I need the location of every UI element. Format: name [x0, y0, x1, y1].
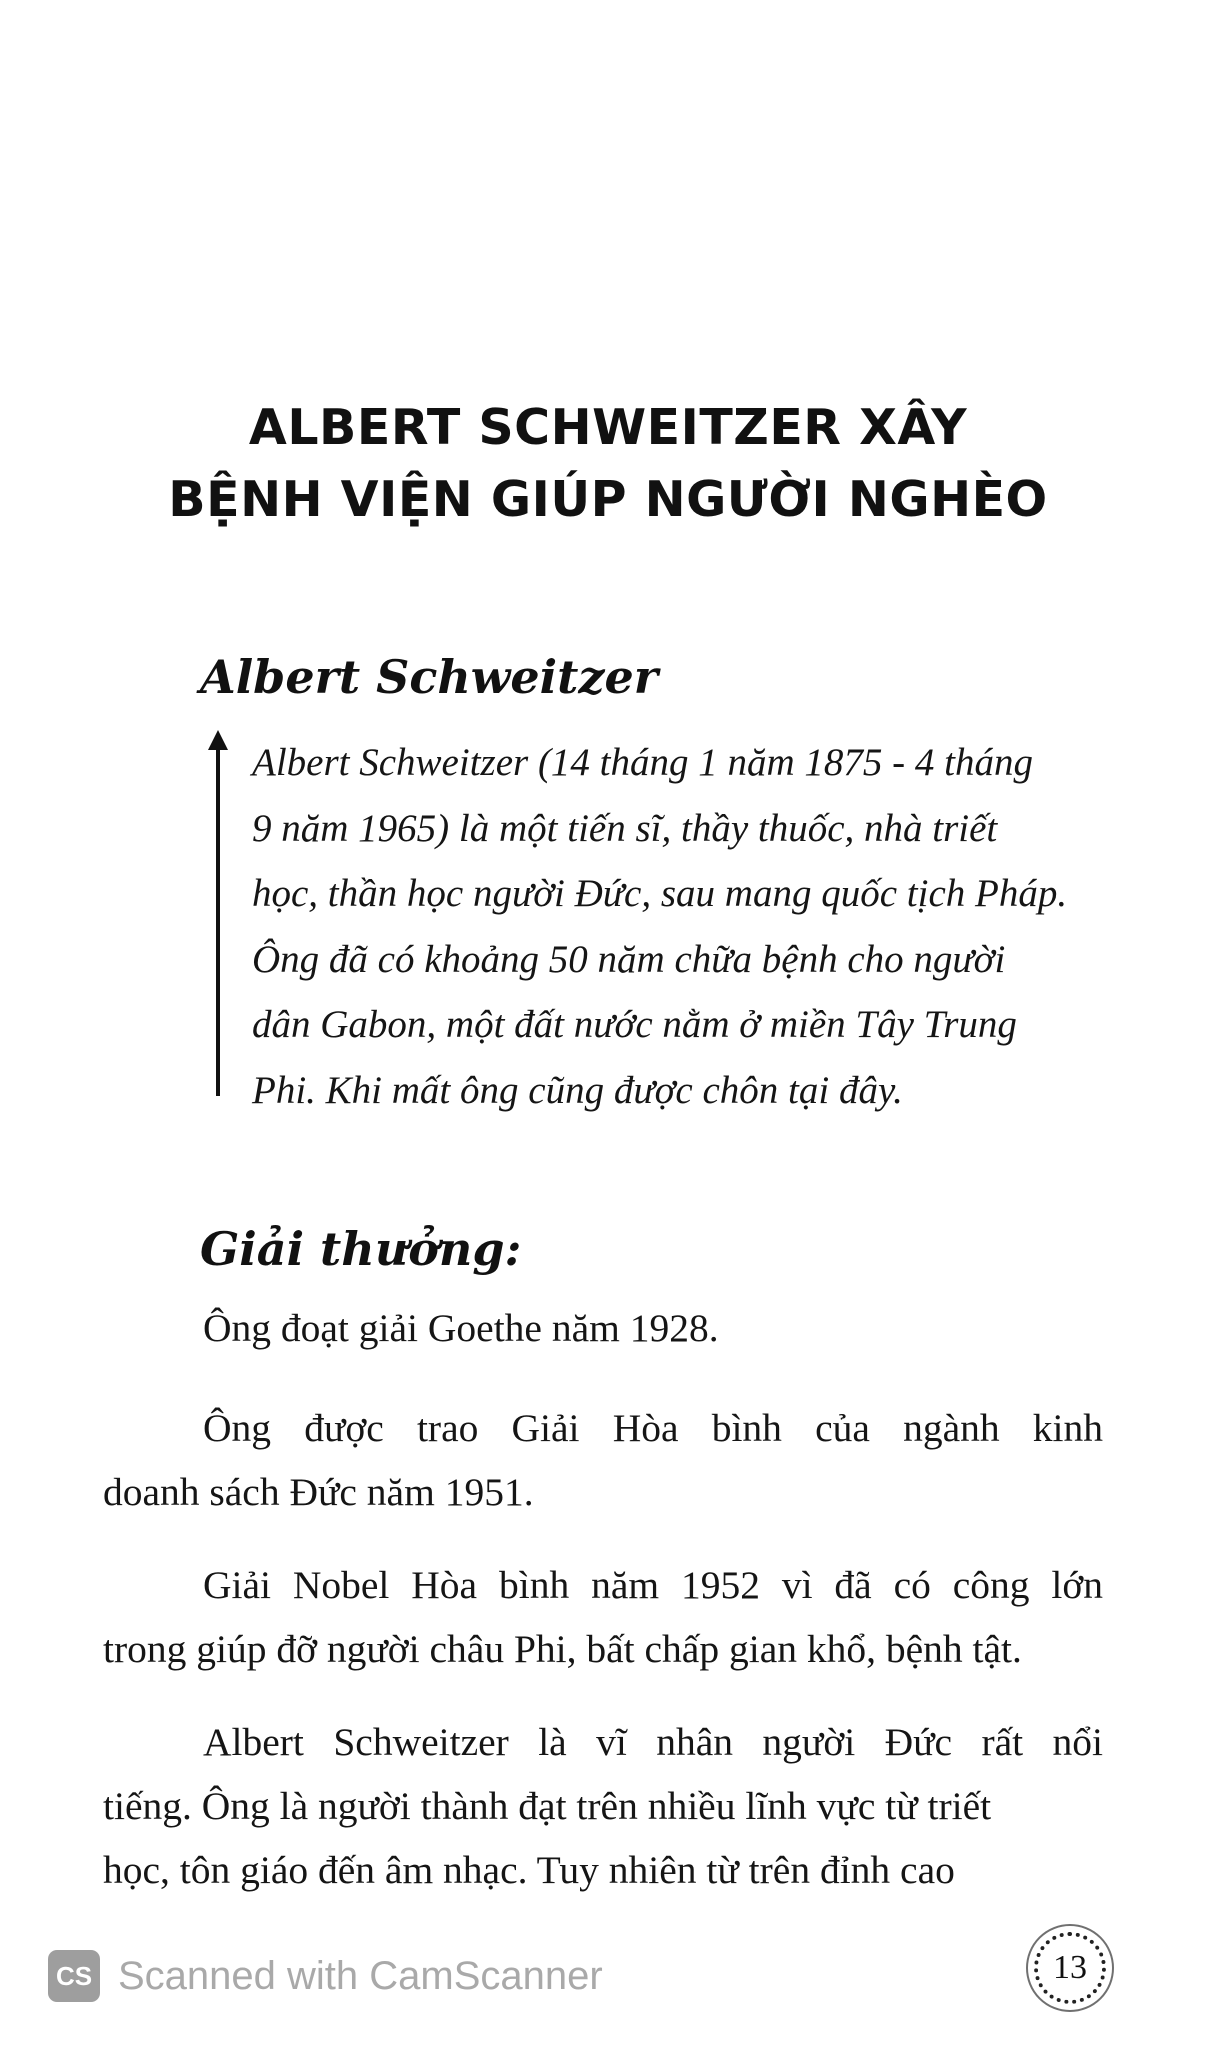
paragraph-line: doanh sách Đức năm 1951. [103, 1470, 534, 1514]
paragraph-line: Albert Schweitzer là vĩ nhân người Đức rất nổi [203, 1720, 1103, 1764]
awards-heading: Giải thưởng: [200, 1222, 522, 1276]
bio-vertical-rule [216, 742, 220, 1096]
bio-line: dân Gabon, một đất nước nằm ở miền Tây Trung [252, 1003, 1017, 1046]
paragraph-line: trong giúp đỡ người châu Phi, bất chấp gian khổ, bệnh tật. [103, 1627, 1022, 1671]
page-title [0, 392, 1216, 536]
bio-line: Phi. Khi mất ông cũng được chôn tại đây. [252, 1068, 903, 1112]
bio-line: Albert Schweitzer (14 tháng 1 năm 1875 - 4 tháng [252, 741, 1034, 784]
paragraph-nobel [103, 1553, 1103, 1681]
paragraph-line: Ông đoạt giải Goethe năm 1928. [203, 1306, 719, 1350]
bio-text [252, 730, 1132, 1123]
paragraph-goethe [103, 1296, 1103, 1360]
bio-line: học, thần học người Đức, sau mang quốc tịch Pháp. [252, 872, 1068, 915]
bio-line: Ông đã có khoảng 50 năm chữa bệnh cho người [252, 937, 1006, 981]
name-heading: Albert Schweitzer [200, 650, 658, 704]
scanner-watermark: Scanned with CamScanner [118, 1954, 603, 1998]
bio-block [208, 730, 1128, 1110]
paragraph-line: tiếng. Ông là người thành đạt trên nhiều lĩnh vực từ triết [103, 1784, 992, 1828]
paragraph-peace-prize [103, 1396, 1103, 1524]
paragraph-line: Giải Nobel Hòa bình năm 1952 vì đã có công lớn [203, 1563, 1103, 1607]
camscanner-logo-icon: CS [48, 1950, 100, 2002]
paragraph-intro [103, 1710, 1103, 1902]
bio-line: 9 năm 1965) là một tiến sĩ, thầy thuốc, nhà triết [252, 806, 998, 850]
title-line-1: ALBERT SCHWEITZER XÂY [248, 399, 968, 456]
paragraph-line: học, tôn giáo đến âm nhạc. Tuy nhiên từ trên đỉnh cao [103, 1848, 955, 1892]
paragraph-line: Ông được trao Giải Hòa bình của ngành kinh [203, 1406, 1103, 1450]
title-line-2: BỆNH VIỆN GIÚP NGƯỜI NGHÈO [168, 471, 1048, 528]
page-number: 13 [1034, 1932, 1106, 2004]
